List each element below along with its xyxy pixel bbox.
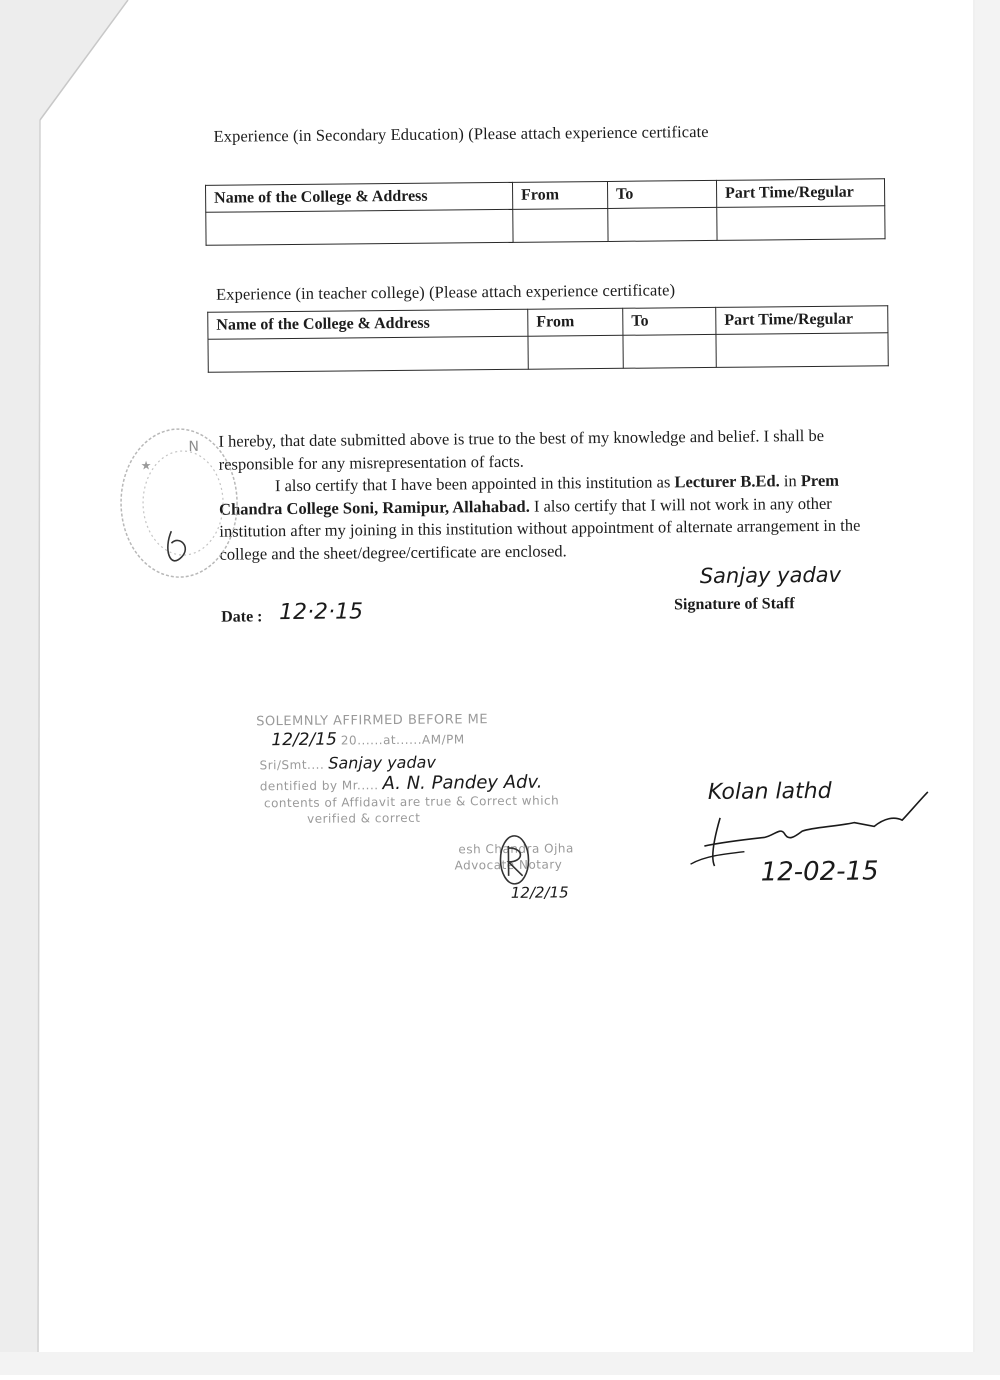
handwritten-name: Kolan lathd bbox=[707, 778, 832, 806]
table-cell bbox=[608, 207, 717, 241]
stamp-text: dentified by Mr..... bbox=[259, 778, 379, 794]
table-cell bbox=[528, 335, 623, 369]
column-header-type: Part Time/Regular bbox=[716, 306, 888, 335]
teacher-college-experience-heading: Experience (in teacher college) (Please attach experience certificate) bbox=[215, 280, 676, 304]
column-header-to: To bbox=[607, 180, 716, 208]
date-label: Date : bbox=[221, 608, 263, 626]
notary-initial-mark bbox=[496, 832, 533, 888]
column-header-college: Name of the College & Address bbox=[206, 182, 513, 212]
handwritten-deponent-name: Sanjay yadav bbox=[328, 752, 436, 773]
declaration-text-span: I also certify that I have been appointed in this institution as bbox=[274, 472, 675, 496]
svg-text:N: N bbox=[188, 438, 200, 455]
declaration-text-span: I also certify that I will not work in any other institution after my joining in this institution without appointment of alternate arrangement in the college and the sheet/degree/certificate are enclosed. bbox=[219, 493, 861, 564]
declaration-paragraph-1: I hereby, that date submitted above is true to the best of my knowledge and belief. I shall be responsible for any misrepresentation of facts. bbox=[218, 425, 825, 474]
column-header-type: Part Time/Regular bbox=[716, 179, 884, 208]
notary-stamp-line-1: SOLEMNLY AFFIRMED BEFORE ME bbox=[256, 712, 489, 730]
stamp-text: 20......at......AM/PM bbox=[340, 732, 465, 748]
signature-label: Signature of Staff bbox=[673, 595, 795, 614]
column-header-from: From bbox=[512, 181, 607, 209]
notary-seal-line-2: Advocate Notary bbox=[454, 857, 563, 873]
round-seal-stamp bbox=[110, 420, 242, 586]
table-row bbox=[208, 333, 888, 373]
notary-stamp-line-2 bbox=[271, 728, 465, 750]
handwritten-officer-date: 12-02-15 bbox=[760, 856, 879, 888]
table-cell bbox=[716, 333, 888, 368]
teacher-college-experience-table bbox=[207, 305, 889, 373]
svg-text:★: ★ bbox=[140, 458, 152, 473]
secondary-experience-table bbox=[205, 178, 886, 246]
table-cell bbox=[208, 336, 528, 372]
handwritten-notary-date: 12/2/15 bbox=[271, 729, 337, 751]
column-header-to: To bbox=[623, 307, 716, 335]
handwritten-notary-seal-date: 12/2/15 bbox=[510, 883, 569, 902]
post-title: Lecturer B.Ed. bbox=[674, 471, 780, 492]
secondary-experience-heading: Experience (in Secondary Education) (Please attach experience certificate bbox=[213, 121, 709, 146]
column-header-college: Name of the College & Address bbox=[208, 309, 528, 339]
handwritten-date: 12·2·15 bbox=[278, 599, 364, 626]
staff-signature: Sanjay yadav bbox=[699, 562, 842, 589]
declaration-text-span: in bbox=[779, 471, 801, 491]
declaration-paragraph-2 bbox=[219, 469, 900, 566]
notary-seal-line-1: esh Chandra Ojha bbox=[458, 841, 574, 857]
table-row bbox=[206, 206, 885, 246]
handwritten-advocate-name: A. N. Pandey Adv. bbox=[382, 771, 543, 795]
declaration-text bbox=[218, 424, 899, 566]
column-header-from: From bbox=[528, 308, 623, 336]
table-cell bbox=[717, 206, 885, 241]
notary-stamp-line-4 bbox=[260, 772, 543, 796]
table-cell bbox=[623, 334, 716, 368]
notary-stamp-line-5: contents of Affidavit are true & Correct which bbox=[263, 793, 560, 811]
table-cell bbox=[206, 209, 513, 245]
stamp-text: Sri/Smt.... bbox=[259, 757, 325, 773]
table-cell bbox=[513, 208, 608, 242]
notary-stamp-line-6: verified & correct bbox=[307, 810, 421, 826]
college-name: Prem Chandra College Soni, Ramipur, Allahabad. bbox=[219, 470, 840, 519]
notary-stamp-line-3 bbox=[259, 753, 435, 775]
